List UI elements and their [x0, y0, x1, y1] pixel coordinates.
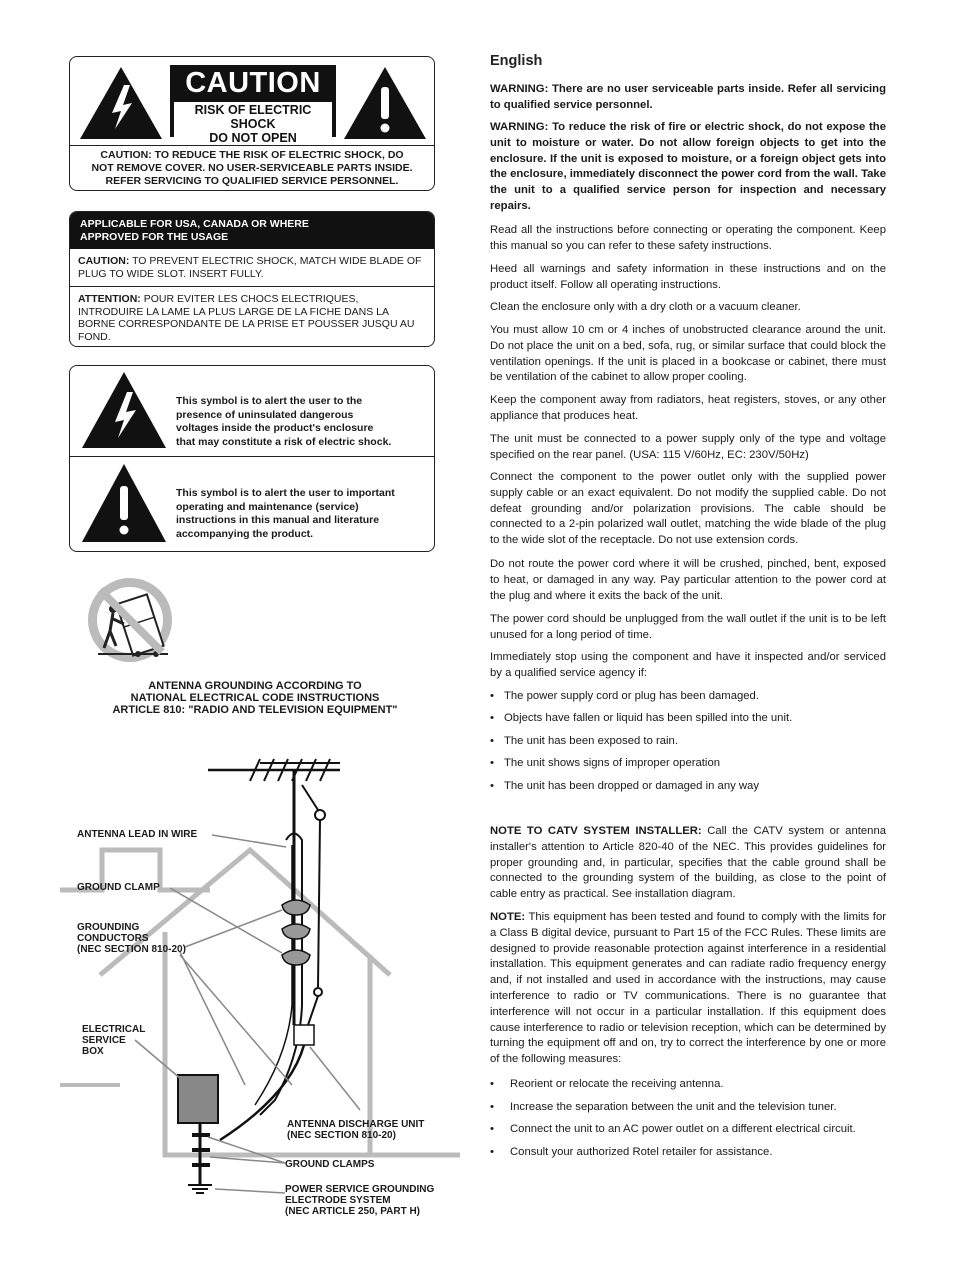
usa-canada-label — [69, 211, 435, 347]
caution-title-panel — [170, 65, 336, 145]
fcc-note: NOTE: This equipment has been tested and found to comply with the limits for a Class B digital device, pursuant to Part 15 of the FCC Rules. These limits are designed to provide reasonable protection against interference in a residential installation. This equipment generates and can radiate radio frequency energy and, if not installed and used in accordance with the instructions, may cause interference to radio or TV communications. There is no guarantee that interference will not occur in a particular installation. If this equipment does cause interference to radio or television reception, which can be determined by turning the equipment off and on, try to correct the interference by one or more of the following measures: — [490, 911, 886, 1066]
label-electrical-service-box: ELECTRICAL SERVICE BOX — [82, 1024, 146, 1057]
list-item: • The unit has been exposed to rain. — [490, 735, 678, 747]
list-item: • The unit shows signs of improper operation — [490, 757, 721, 769]
label-ground-clamps: GROUND CLAMPS — [285, 1159, 375, 1170]
label-antenna-lead-in-wire: ANTENNA LEAD IN WIRE — [77, 829, 198, 840]
warning-2: WARNING: To reduce the risk of fire or electric shock, do not expose the unit to moisture or water. Do not allow foreign objects to get into the enclosure. If the unit is exposed to moisture, or a foreign object gets into the enclosure, immediately disconnect the power cord from the wall. Take the unit to a qualified service person for inspection and necessary repairs. — [490, 121, 886, 212]
list-item: • The unit has been dropped or damaged in any way — [490, 780, 759, 792]
paragraph: The power cord should be unplugged from the wall outlet if the unit is to be left unused for a long period of time. — [490, 613, 886, 641]
exclamation-warning-icon — [342, 65, 428, 141]
caution-title: CAUTION — [185, 67, 321, 99]
symbol-explanation-box — [69, 365, 435, 552]
electric-shock-warning-icon — [78, 65, 164, 141]
list-item: • The power supply cord or plug has been damaged. — [490, 690, 759, 702]
exclamation-warning-icon — [80, 462, 168, 546]
shock-symbol-text: This symbol is to alert the user to the presence of uninsulated dangerous voltages inside the product's enclosure that may constitute a risk of electric shock. — [176, 395, 392, 448]
label-power-service-grounding: POWER SERVICE GROUNDING ELECTRODE SYSTEM (NEC ARTICLE 250, PART H) — [285, 1184, 435, 1217]
shock-symbol-row — [70, 366, 434, 456]
label-ground-clamp: GROUND CLAMP — [77, 882, 160, 893]
paragraph: Read all the instructions before connecting or operating the component. Keep this manual so you can refer to these safety instructions. — [490, 224, 886, 252]
paragraph: Immediately stop using the component and have it inspected and/or serviced by a qualified service agency if: — [490, 651, 886, 679]
paragraph: Connect the component to the power outlet only with the supplied power supply cable or an exact equivalent. Do not modify the supplied cable. Do not defeat grounding and/or polarization provisions. The cable should be connected to a 2-pin polarized wall outlet, matching the wide blade of the plug to the wide slot of the receptacle. Do not use extension cords. — [490, 471, 886, 547]
label-antenna-discharge-unit: ANTENNA DISCHARGE UNIT (NEC SECTION 810-20) — [287, 1119, 425, 1141]
diagram-title: ANTENNA GROUNDING ACCORDING TO NATIONAL ELECTRICAL CODE INSTRUCTIONS ARTICLE 810: "RADIO AND TELEVISION EQUIPMENT" — [112, 680, 398, 716]
usa-caution-text: CAUTION: TO PREVENT ELECTRIC SHOCK, MATCH WIDE BLADE OF PLUG TO WIDE SLOT. INSERT FULLY. — [78, 255, 422, 280]
cart-tipover-warning-icon — [78, 576, 178, 666]
label-grounding-conductors: GROUNDING CONDUCTORS (NEC SECTION 810-20) — [77, 922, 186, 955]
exclamation-symbol-row — [70, 458, 434, 548]
paragraph: Clean the enclosure only with a dry cloth or a vacuum cleaner. — [490, 301, 801, 313]
paragraph: You must allow 10 cm or 4 inches of unobstructed clearance around the unit. Do not place the unit on a bed, sofa, rug, or similar surface that could block the ventilation openings. If the unit is placed in a bookcase or cabinet, there must be ventilation of the cabinet to allow proper cooling. — [490, 324, 886, 384]
electric-shock-warning-icon — [80, 370, 168, 450]
catv-note: NOTE TO CATV SYSTEM INSTALLER: Call the CATV system or antenna installer's attention to Article 820-40 of the NEC. This provides guidelines for proper grounding and, in particular, specifies that the cable ground shall be connected to the grounding system of the building, as close to the point of cable entry as practical. See installation diagram. — [490, 825, 887, 901]
caution-label — [69, 56, 435, 191]
usa-label-header: APPLICABLE FOR USA, CANADA OR WHERE APPROVED FOR THE USAGE — [70, 212, 434, 249]
list-item: • Objects have fallen or liquid has been spilled into the unit. — [490, 712, 793, 724]
paragraph: Keep the component away from radiators, heat registers, stoves, or any other appliance that produces heat. — [490, 394, 886, 422]
list-item: • Reorient or relocate the receiving antenna. — [490, 1078, 724, 1090]
paragraph: Heed all warnings and safety information in these instructions and on the product itself. Follow all operating instructions. — [490, 263, 886, 291]
paragraph: Do not route the power cord where it will be crushed, pinched, bent, exposed to heat, or damaged in any way. Pay particular attention to the power cord at the plug and where it exits the back of the unit. — [490, 558, 886, 602]
warning-1: WARNING: There are no user serviceable parts inside. Refer all servicing to qualified service personnel. — [490, 83, 886, 111]
list-item: • Consult your authorized Rotel retailer for assistance. — [490, 1146, 773, 1158]
caution-subtitle: RISK OF ELECTRIC SHOCK DO NOT OPEN — [174, 102, 332, 146]
list-item: • Increase the separation between the unit and the television tuner. — [490, 1101, 837, 1113]
list-item: • Connect the unit to an AC power outlet on a different electrical circuit. — [490, 1123, 856, 1135]
caution-footer: CAUTION: TO REDUCE THE RISK OF ELECTRIC SHOCK, DO NOT REMOVE COVER. NO USER-SERVICEABLE PARTS INSIDE. REFER SERVICING TO QUALIFIED SERVICE PERSONNEL. — [91, 149, 413, 187]
exclamation-symbol-text: This symbol is to alert the user to important operating and maintenance (service) instructions in this manual and literature accompanying the product. — [176, 487, 395, 540]
usa-attention-text: ATTENTION: POUR EVITER LES CHOCS ELECTRIQUES, INTRODUIRE LA LAME LA PLUS LARGE DE LA FICHE DANS LA BORNE CORRESPONDANTE DE LA PRISE ET POUSSER JUSQU AU FOND. — [78, 293, 415, 343]
section-language-heading: English — [490, 53, 543, 69]
paragraph: The unit must be connected to a power supply only of the type and voltage specified on the rear panel. (USA: 115 V/60Hz, EC: 230V/50Hz) — [490, 433, 886, 461]
